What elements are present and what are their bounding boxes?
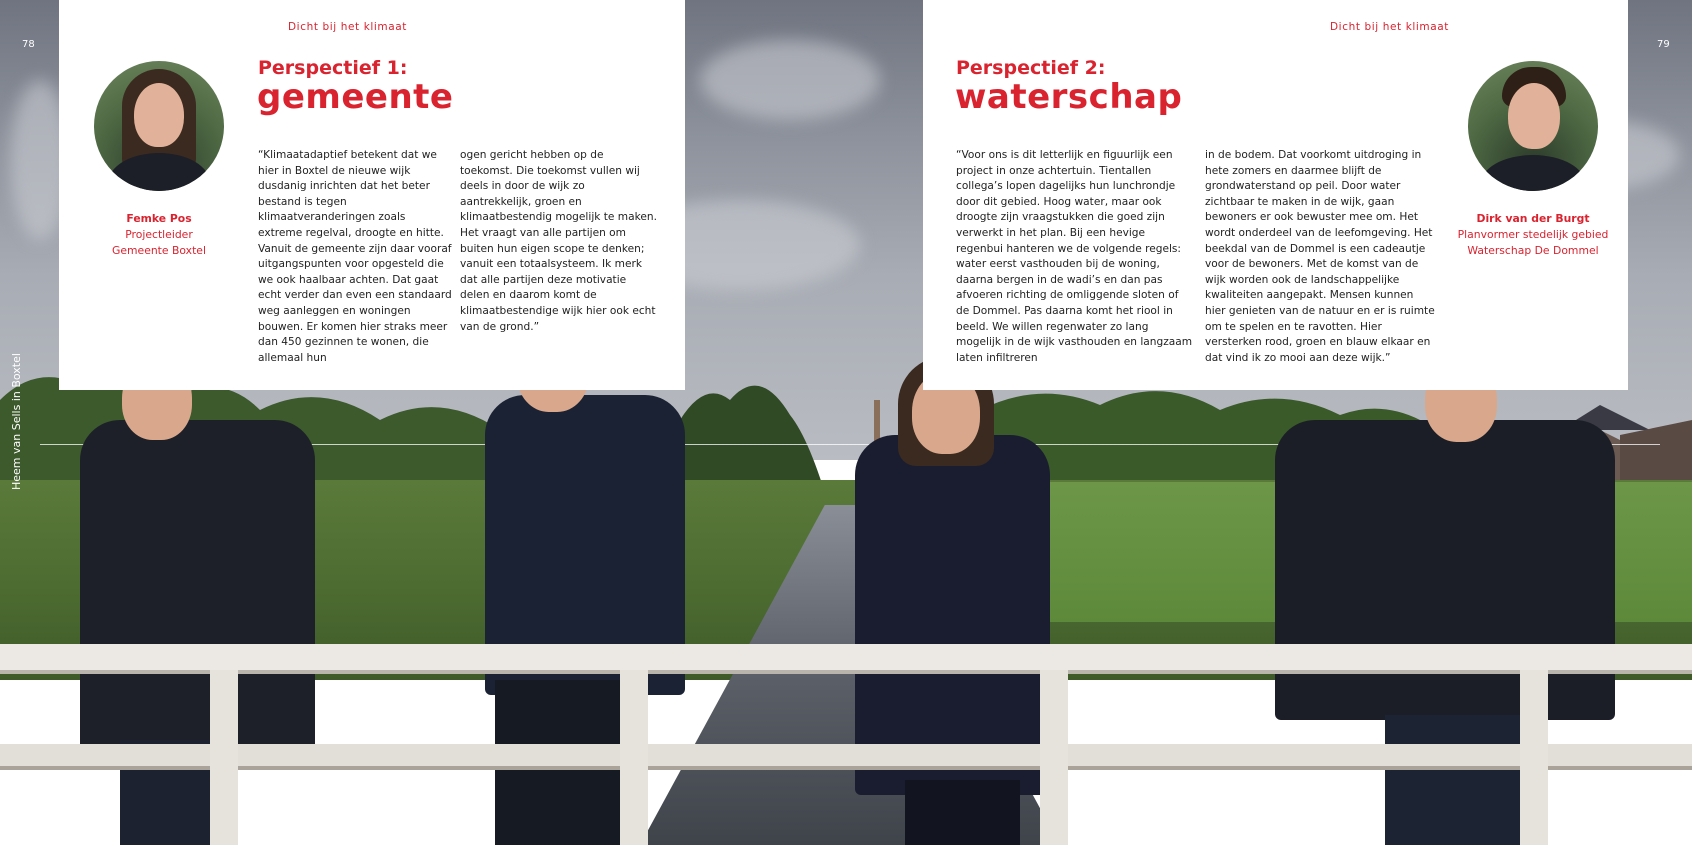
- body-text: ogen gericht hebben op de toekomst. Die toekomst vullen wij deels in door de wijk zo aantrekkelijk, groen en klimaatbestendig mogelijk te maken. Het vraagt van alle partijen om buiten hun eigen scope te denken; vanuit een totaalsysteem. Ik merk dat alle partijen deze motivatie delen en daarom komt de klimaatbestendige wijk hier ook echt van de grond.”: [460, 149, 657, 333]
- person-role-line-2: Waterschap De Dommel: [1467, 244, 1599, 257]
- body-column-1-right: [956, 148, 1194, 366]
- running-header-left: Dicht bij het klimaat: [288, 21, 408, 33]
- side-label: Heem van Sells in Boxtel: [10, 353, 23, 490]
- body-column-1-left: [258, 148, 452, 366]
- person-role-line-1: Projectleider: [125, 228, 193, 241]
- perspective-title-right: waterschap: [955, 77, 1183, 117]
- portrait-dirk-van-der-burgt: [1468, 61, 1598, 191]
- bridge-railing: [0, 640, 1692, 845]
- portrait-femke-pos: [94, 61, 224, 191]
- perspective-1-panel: [59, 0, 685, 390]
- body-column-2-left: [460, 148, 658, 335]
- person-role-left: [59, 227, 259, 259]
- perspective-2-panel: [923, 0, 1628, 390]
- perspective-kicker-right: Perspectief 2:: [956, 57, 1106, 79]
- person-name-right: Dirk van der Burgt: [1476, 212, 1590, 225]
- person-name-left: Femke Pos: [126, 212, 192, 225]
- cloud: [700, 40, 880, 120]
- body-text: in de bodem. Dat voorkomt uitdroging in hete zomers en daarmee blijft de grondwaterstand op peil. Door water zichtbaar te maken in de wijk, gaan bewoners er ook bewuster mee om. Het wordt onderdeel van de leefomgeving. Het beekdal van de Dommel is een cadeautje voor de bewoners. Met de komst van de wijk worden ook de landschappelijke kwaliteiten aangepakt. Mensen kunnen hier genieten van de natuur en er is ruimte om te spelen en te ravotten. Hier versterken rood, groen en blauw elkaar en dat vind ik zo mooi aan deze wijk.”: [1205, 149, 1435, 364]
- perspective-kicker-left: Perspectief 1:: [258, 57, 408, 79]
- body-column-2-right: [1205, 148, 1435, 366]
- page-number-right: 79: [1657, 39, 1670, 50]
- perspective-title-left: gemeente: [257, 77, 454, 117]
- body-text: “Voor ons is dit letterlijk en figuurlijk een project in onze achtertuin. Tientallen collega’s lopen dagelijks hun lunchrondje door dit gebied. Hoog water, maar ook droogte zijn vraagstukken die goed zijn verwerkt in het plan. Bij een hevige regenbui hanteren we de volgende regels: water eerst vasthouden bij de woning, daarna bergen in de wadi’s en dan pas afvoeren richting de omliggende sloten of de Dommel. Pas daarna komt het riool in beeld. We willen regenwater zo lang mogelijk in de wijk vasthouden en langzaam laten infiltreren: [956, 149, 1193, 364]
- running-header-right: Dicht bij het klimaat: [1330, 21, 1450, 33]
- body-text: “Klimaatadaptief betekent dat we hier in Boxtel de nieuwe wijk dusdanig inrichten dat het beter bestand is tegen klimaatveranderingen zoals extreme regelval, droogte en hitte. Vanuit de gemeente zijn daar vooraf uitgangspunten voor opgesteld die we ook haalbaar achten. Dat gaat echt verder dan even een standaard weg aanleggen en woningen bouwen. Er komen hier straks meer dan 450 gezinnen te wonen, die allemaal hun: [258, 149, 452, 364]
- person-role-line-1: Planvormer stedelijk gebied: [1457, 228, 1609, 241]
- person-role-right: [1418, 227, 1648, 259]
- person-role-line-2: Gemeente Boxtel: [112, 244, 206, 257]
- page-number-left: 78: [22, 39, 35, 50]
